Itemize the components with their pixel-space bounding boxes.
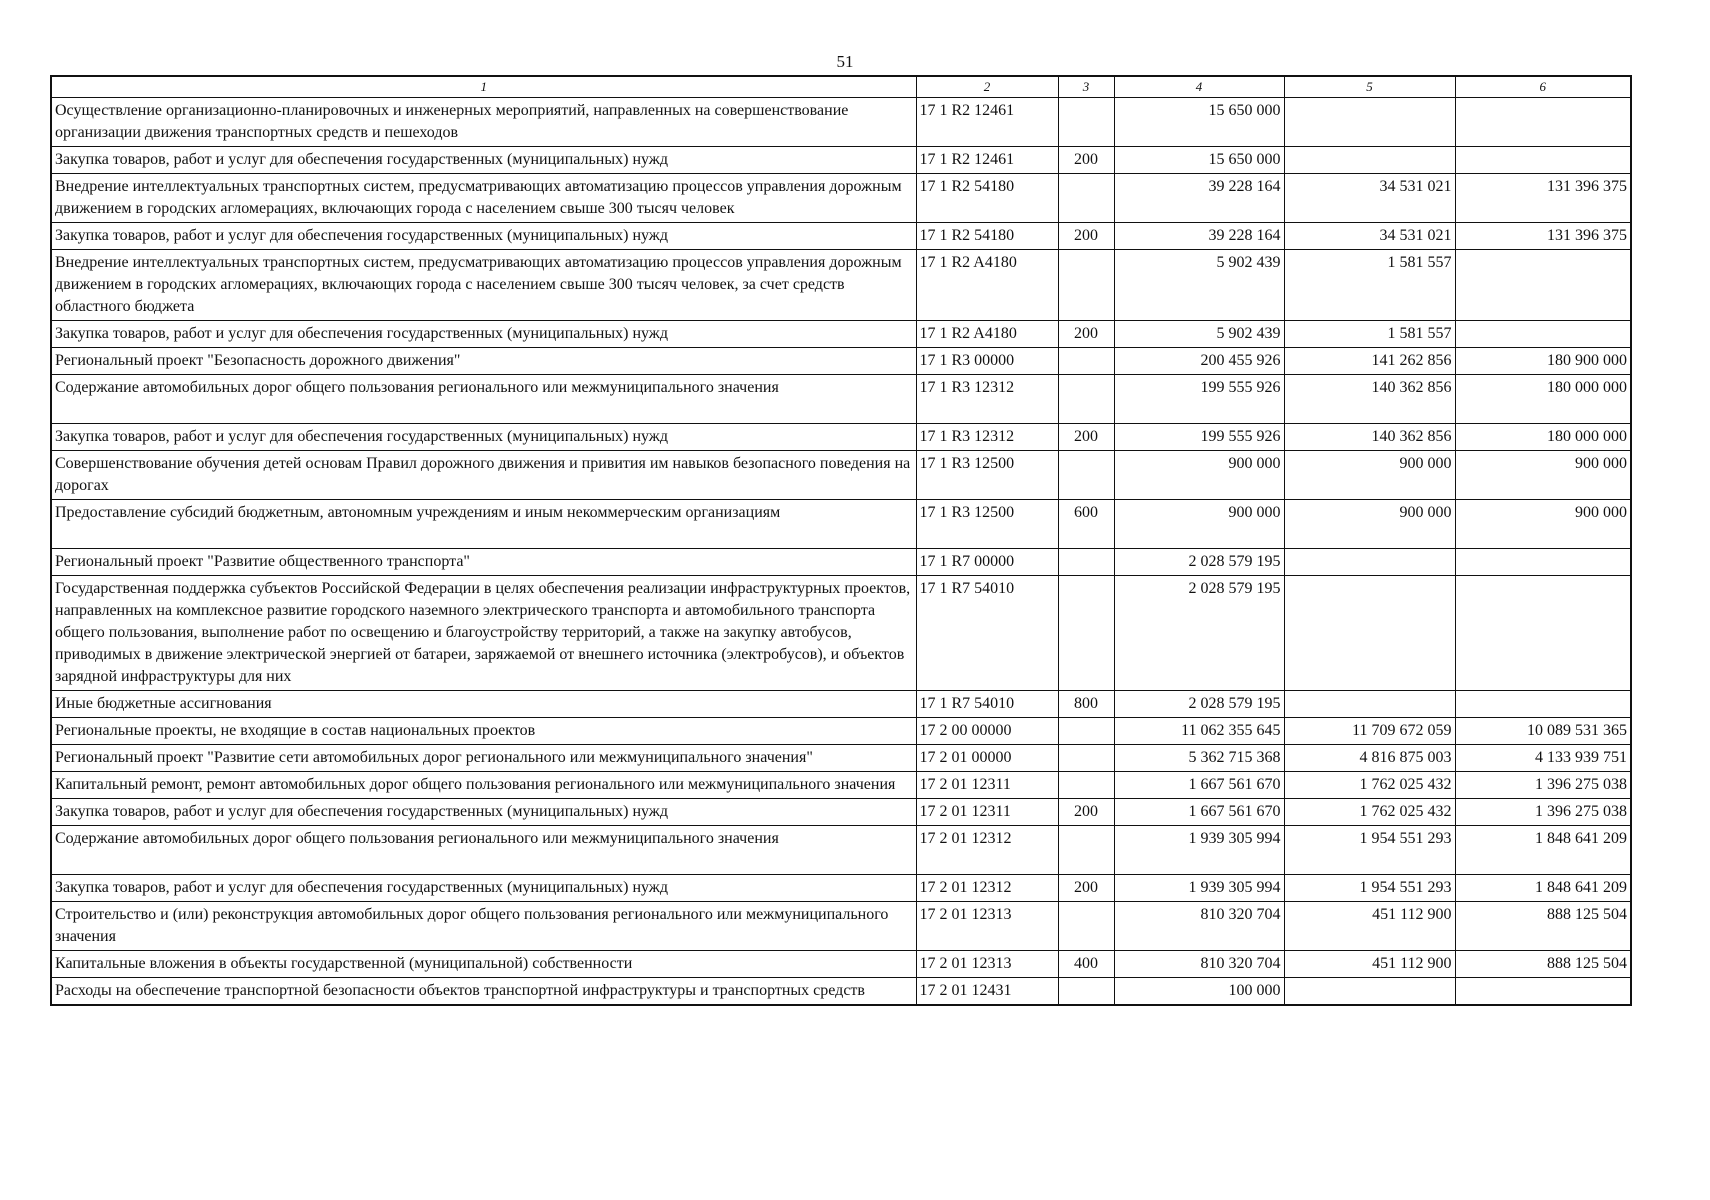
row-value-col4: 199 555 926 (1114, 424, 1284, 451)
row-expense-type (1058, 718, 1114, 745)
row-name: Закупка товаров, работ и услуг для обеспечения государственных (муниципальных) нужд (51, 799, 916, 826)
row-value-col5: 1 762 025 432 (1284, 799, 1455, 826)
row-name: Закупка товаров, работ и услуг для обеспечения государственных (муниципальных) нужд (51, 875, 916, 902)
row-value-col6 (1455, 250, 1631, 321)
row-code: 17 1 R7 00000 (916, 549, 1058, 576)
row-value-col4: 2 028 579 195 (1114, 549, 1284, 576)
row-code: 17 1 R3 00000 (916, 348, 1058, 375)
header-col-3: 3 (1058, 76, 1114, 98)
row-name: Капитальный ремонт, ремонт автомобильных дорог общего пользования регионального или межмуниципального значения (51, 772, 916, 799)
row-expense-type: 800 (1058, 691, 1114, 718)
table-row (51, 424, 1631, 451)
row-value-col5 (1284, 147, 1455, 174)
row-value-col4: 810 320 704 (1114, 951, 1284, 978)
row-value-col5: 1 581 557 (1284, 250, 1455, 321)
table-row (51, 951, 1631, 978)
row-value-col4: 1 667 561 670 (1114, 799, 1284, 826)
header-col-2: 2 (916, 76, 1058, 98)
row-value-col6: 180 000 000 (1455, 375, 1631, 424)
row-value-col4: 15 650 000 (1114, 98, 1284, 147)
row-value-col6: 888 125 504 (1455, 902, 1631, 951)
row-value-col6: 180 000 000 (1455, 424, 1631, 451)
row-code: 17 1 R2 12461 (916, 98, 1058, 147)
table-row (51, 902, 1631, 951)
row-expense-type: 200 (1058, 223, 1114, 250)
row-value-col6 (1455, 549, 1631, 576)
row-value-col6 (1455, 691, 1631, 718)
row-value-col6 (1455, 576, 1631, 691)
row-name: Региональные проекты, не входящие в состав национальных проектов (51, 718, 916, 745)
table-row (51, 799, 1631, 826)
row-value-col4: 1 939 305 994 (1114, 826, 1284, 875)
table-row (51, 691, 1631, 718)
row-value-col4: 100 000 (1114, 978, 1284, 1006)
row-expense-type: 200 (1058, 321, 1114, 348)
table-row (51, 98, 1631, 147)
row-code: 17 2 00 00000 (916, 718, 1058, 745)
row-name: Закупка товаров, работ и услуг для обеспечения государственных (муниципальных) нужд (51, 424, 916, 451)
row-name: Внедрение интеллектуальных транспортных систем, предусматривающих автоматизацию процессов управления дорожным движением в городских агломерациях, включающих города с населением свыше 300 тысяч человек (51, 174, 916, 223)
row-value-col4: 1 939 305 994 (1114, 875, 1284, 902)
row-expense-type: 600 (1058, 500, 1114, 549)
row-value-col5: 141 262 856 (1284, 348, 1455, 375)
row-name: Закупка товаров, работ и услуг для обеспечения государственных (муниципальных) нужд (51, 321, 916, 348)
row-value-col5 (1284, 691, 1455, 718)
row-code: 17 1 R3 12500 (916, 451, 1058, 500)
row-value-col4: 5 902 439 (1114, 321, 1284, 348)
row-expense-type (1058, 745, 1114, 772)
row-expense-type (1058, 375, 1114, 424)
row-value-col4: 810 320 704 (1114, 902, 1284, 951)
row-expense-type: 200 (1058, 799, 1114, 826)
row-value-col5: 34 531 021 (1284, 174, 1455, 223)
row-code: 17 2 01 12311 (916, 772, 1058, 799)
row-code: 17 1 R3 12500 (916, 500, 1058, 549)
row-expense-type (1058, 978, 1114, 1006)
page-number: 51 (836, 52, 854, 71)
row-value-col6: 1 848 641 209 (1455, 875, 1631, 902)
row-name: Предоставление субсидий бюджетным, автономным учреждениям и иным некоммерческим организациям (51, 500, 916, 549)
row-expense-type: 200 (1058, 875, 1114, 902)
row-value-col5 (1284, 98, 1455, 147)
row-name: Закупка товаров, работ и услуг для обеспечения государственных (муниципальных) нужд (51, 147, 916, 174)
row-value-col4: 1 667 561 670 (1114, 772, 1284, 799)
row-value-col5: 34 531 021 (1284, 223, 1455, 250)
row-value-col6 (1455, 978, 1631, 1006)
table-row (51, 500, 1631, 549)
header-col-6: 6 (1455, 76, 1631, 98)
row-code: 17 2 01 12312 (916, 875, 1058, 902)
row-code: 17 1 R2 A4180 (916, 250, 1058, 321)
row-value-col4: 5 902 439 (1114, 250, 1284, 321)
row-name: Капитальные вложения в объекты государственной (муниципальной) собственности (51, 951, 916, 978)
row-value-col4: 200 455 926 (1114, 348, 1284, 375)
table-row (51, 772, 1631, 799)
row-name: Закупка товаров, работ и услуг для обеспечения государственных (муниципальных) нужд (51, 223, 916, 250)
row-value-col5: 1 762 025 432 (1284, 772, 1455, 799)
row-value-col6: 1 396 275 038 (1455, 772, 1631, 799)
row-value-col4: 900 000 (1114, 451, 1284, 500)
row-code: 17 2 01 12311 (916, 799, 1058, 826)
row-code: 17 1 R2 54180 (916, 223, 1058, 250)
row-value-col6: 131 396 375 (1455, 223, 1631, 250)
row-value-col5: 1 581 557 (1284, 321, 1455, 348)
row-value-col5: 140 362 856 (1284, 424, 1455, 451)
header-row (51, 76, 1631, 98)
row-value-col4: 2 028 579 195 (1114, 576, 1284, 691)
row-value-col4: 39 228 164 (1114, 174, 1284, 223)
header-col-5: 5 (1284, 76, 1455, 98)
table-row (51, 250, 1631, 321)
table-row (51, 375, 1631, 424)
row-code: 17 2 01 12431 (916, 978, 1058, 1006)
row-code: 17 1 R3 12312 (916, 375, 1058, 424)
row-value-col6: 888 125 504 (1455, 951, 1631, 978)
header-col-4: 4 (1114, 76, 1284, 98)
row-value-col6: 4 133 939 751 (1455, 745, 1631, 772)
table-row (51, 826, 1631, 875)
row-name: Региональный проект "Безопасность дорожного движения" (51, 348, 916, 375)
table-row (51, 978, 1631, 1006)
row-name: Государственная поддержка субъектов Российской Федерации в целях обеспечения реализации инфраструктурных проектов, направленных на комплексное развитие городского наземного электрического транспорта и автомобильного транспорта общего пользования, выполнение работ по освещению и благоустройству территорий, а также на закупку автобусов, приводимых в движение электрической энергией от батареи, заряжаемой от внешнего источника (электробусов), и объектов зарядной инфраструктуры для них (51, 576, 916, 691)
table-row (51, 348, 1631, 375)
row-expense-type (1058, 772, 1114, 799)
table-row (51, 576, 1631, 691)
row-expense-type (1058, 250, 1114, 321)
row-code: 17 1 R2 A4180 (916, 321, 1058, 348)
table-row (51, 549, 1631, 576)
row-value-col4: 2 028 579 195 (1114, 691, 1284, 718)
row-value-col5: 4 816 875 003 (1284, 745, 1455, 772)
row-value-col4: 900 000 (1114, 500, 1284, 549)
row-value-col5: 1 954 551 293 (1284, 826, 1455, 875)
row-expense-type: 200 (1058, 424, 1114, 451)
row-expense-type (1058, 174, 1114, 223)
row-code: 17 2 01 12313 (916, 951, 1058, 978)
row-code: 17 1 R7 54010 (916, 576, 1058, 691)
row-value-col4: 199 555 926 (1114, 375, 1284, 424)
row-name: Строительство и (или) реконструкция автомобильных дорог общего пользования регионального или межмуниципального значения (51, 902, 916, 951)
row-value-col6 (1455, 321, 1631, 348)
row-value-col6: 1 396 275 038 (1455, 799, 1631, 826)
row-expense-type (1058, 576, 1114, 691)
row-expense-type: 200 (1058, 147, 1114, 174)
row-expense-type (1058, 348, 1114, 375)
row-expense-type (1058, 549, 1114, 576)
row-code: 17 2 01 12313 (916, 902, 1058, 951)
header-col-1: 1 (51, 76, 916, 98)
row-value-col5: 900 000 (1284, 500, 1455, 549)
row-value-col4: 11 062 355 645 (1114, 718, 1284, 745)
row-code: 17 1 R2 12461 (916, 147, 1058, 174)
table-row (51, 174, 1631, 223)
row-value-col6 (1455, 147, 1631, 174)
row-value-col4: 5 362 715 368 (1114, 745, 1284, 772)
row-name: Расходы на обеспечение транспортной безопасности объектов транспортной инфраструктуры и транспортных средств (51, 978, 916, 1006)
row-value-col6: 900 000 (1455, 451, 1631, 500)
row-code: 17 1 R2 54180 (916, 174, 1058, 223)
row-value-col6: 131 396 375 (1455, 174, 1631, 223)
table-row (51, 223, 1631, 250)
row-value-col4: 39 228 164 (1114, 223, 1284, 250)
table-row (51, 718, 1631, 745)
row-code: 17 1 R7 54010 (916, 691, 1058, 718)
row-name: Содержание автомобильных дорог общего пользования регионального или межмуниципального значения (51, 826, 916, 875)
row-value-col5 (1284, 978, 1455, 1006)
table-row (51, 321, 1631, 348)
row-value-col5: 900 000 (1284, 451, 1455, 500)
table-row (51, 875, 1631, 902)
row-name: Внедрение интеллектуальных транспортных систем, предусматривающих автоматизацию процессов управления дорожным движением в городских агломерациях, включающих города с населением свыше 300 тысяч человек, за счет средств областного бюджета (51, 250, 916, 321)
table-row (51, 745, 1631, 772)
row-expense-type: 400 (1058, 951, 1114, 978)
row-name: Совершенствование обучения детей основам Правил дорожного движения и привития им навыков безопасного поведения на дорогах (51, 451, 916, 500)
row-value-col5: 11 709 672 059 (1284, 718, 1455, 745)
row-name: Иные бюджетные ассигнования (51, 691, 916, 718)
row-value-col5 (1284, 549, 1455, 576)
row-value-col5: 451 112 900 (1284, 951, 1455, 978)
row-value-col5: 451 112 900 (1284, 902, 1455, 951)
row-code: 17 2 01 12312 (916, 826, 1058, 875)
row-code: 17 1 R3 12312 (916, 424, 1058, 451)
row-value-col6: 10 089 531 365 (1455, 718, 1631, 745)
row-value-col6 (1455, 98, 1631, 147)
table-row (51, 147, 1631, 174)
budget-table (50, 75, 1632, 1006)
row-name: Содержание автомобильных дорог общего пользования регионального или межмуниципального значения (51, 375, 916, 424)
row-name: Региональный проект "Развитие общественного транспорта" (51, 549, 916, 576)
row-value-col6: 1 848 641 209 (1455, 826, 1631, 875)
row-value-col5: 1 954 551 293 (1284, 875, 1455, 902)
row-code: 17 2 01 00000 (916, 745, 1058, 772)
row-name: Региональный проект "Развитие сети автомобильных дорог регионального или межмуниципального значения" (51, 745, 916, 772)
row-expense-type (1058, 451, 1114, 500)
row-value-col5 (1284, 576, 1455, 691)
row-value-col5: 140 362 856 (1284, 375, 1455, 424)
row-expense-type (1058, 826, 1114, 875)
row-value-col6: 180 900 000 (1455, 348, 1631, 375)
table-row (51, 451, 1631, 500)
row-value-col6: 900 000 (1455, 500, 1631, 549)
row-value-col4: 15 650 000 (1114, 147, 1284, 174)
row-expense-type (1058, 902, 1114, 951)
row-name: Осуществление организационно-планировочных и инженерных мероприятий, направленных на совершенствование организации движения транспортных средств и пешеходов (51, 98, 916, 147)
row-expense-type (1058, 98, 1114, 147)
